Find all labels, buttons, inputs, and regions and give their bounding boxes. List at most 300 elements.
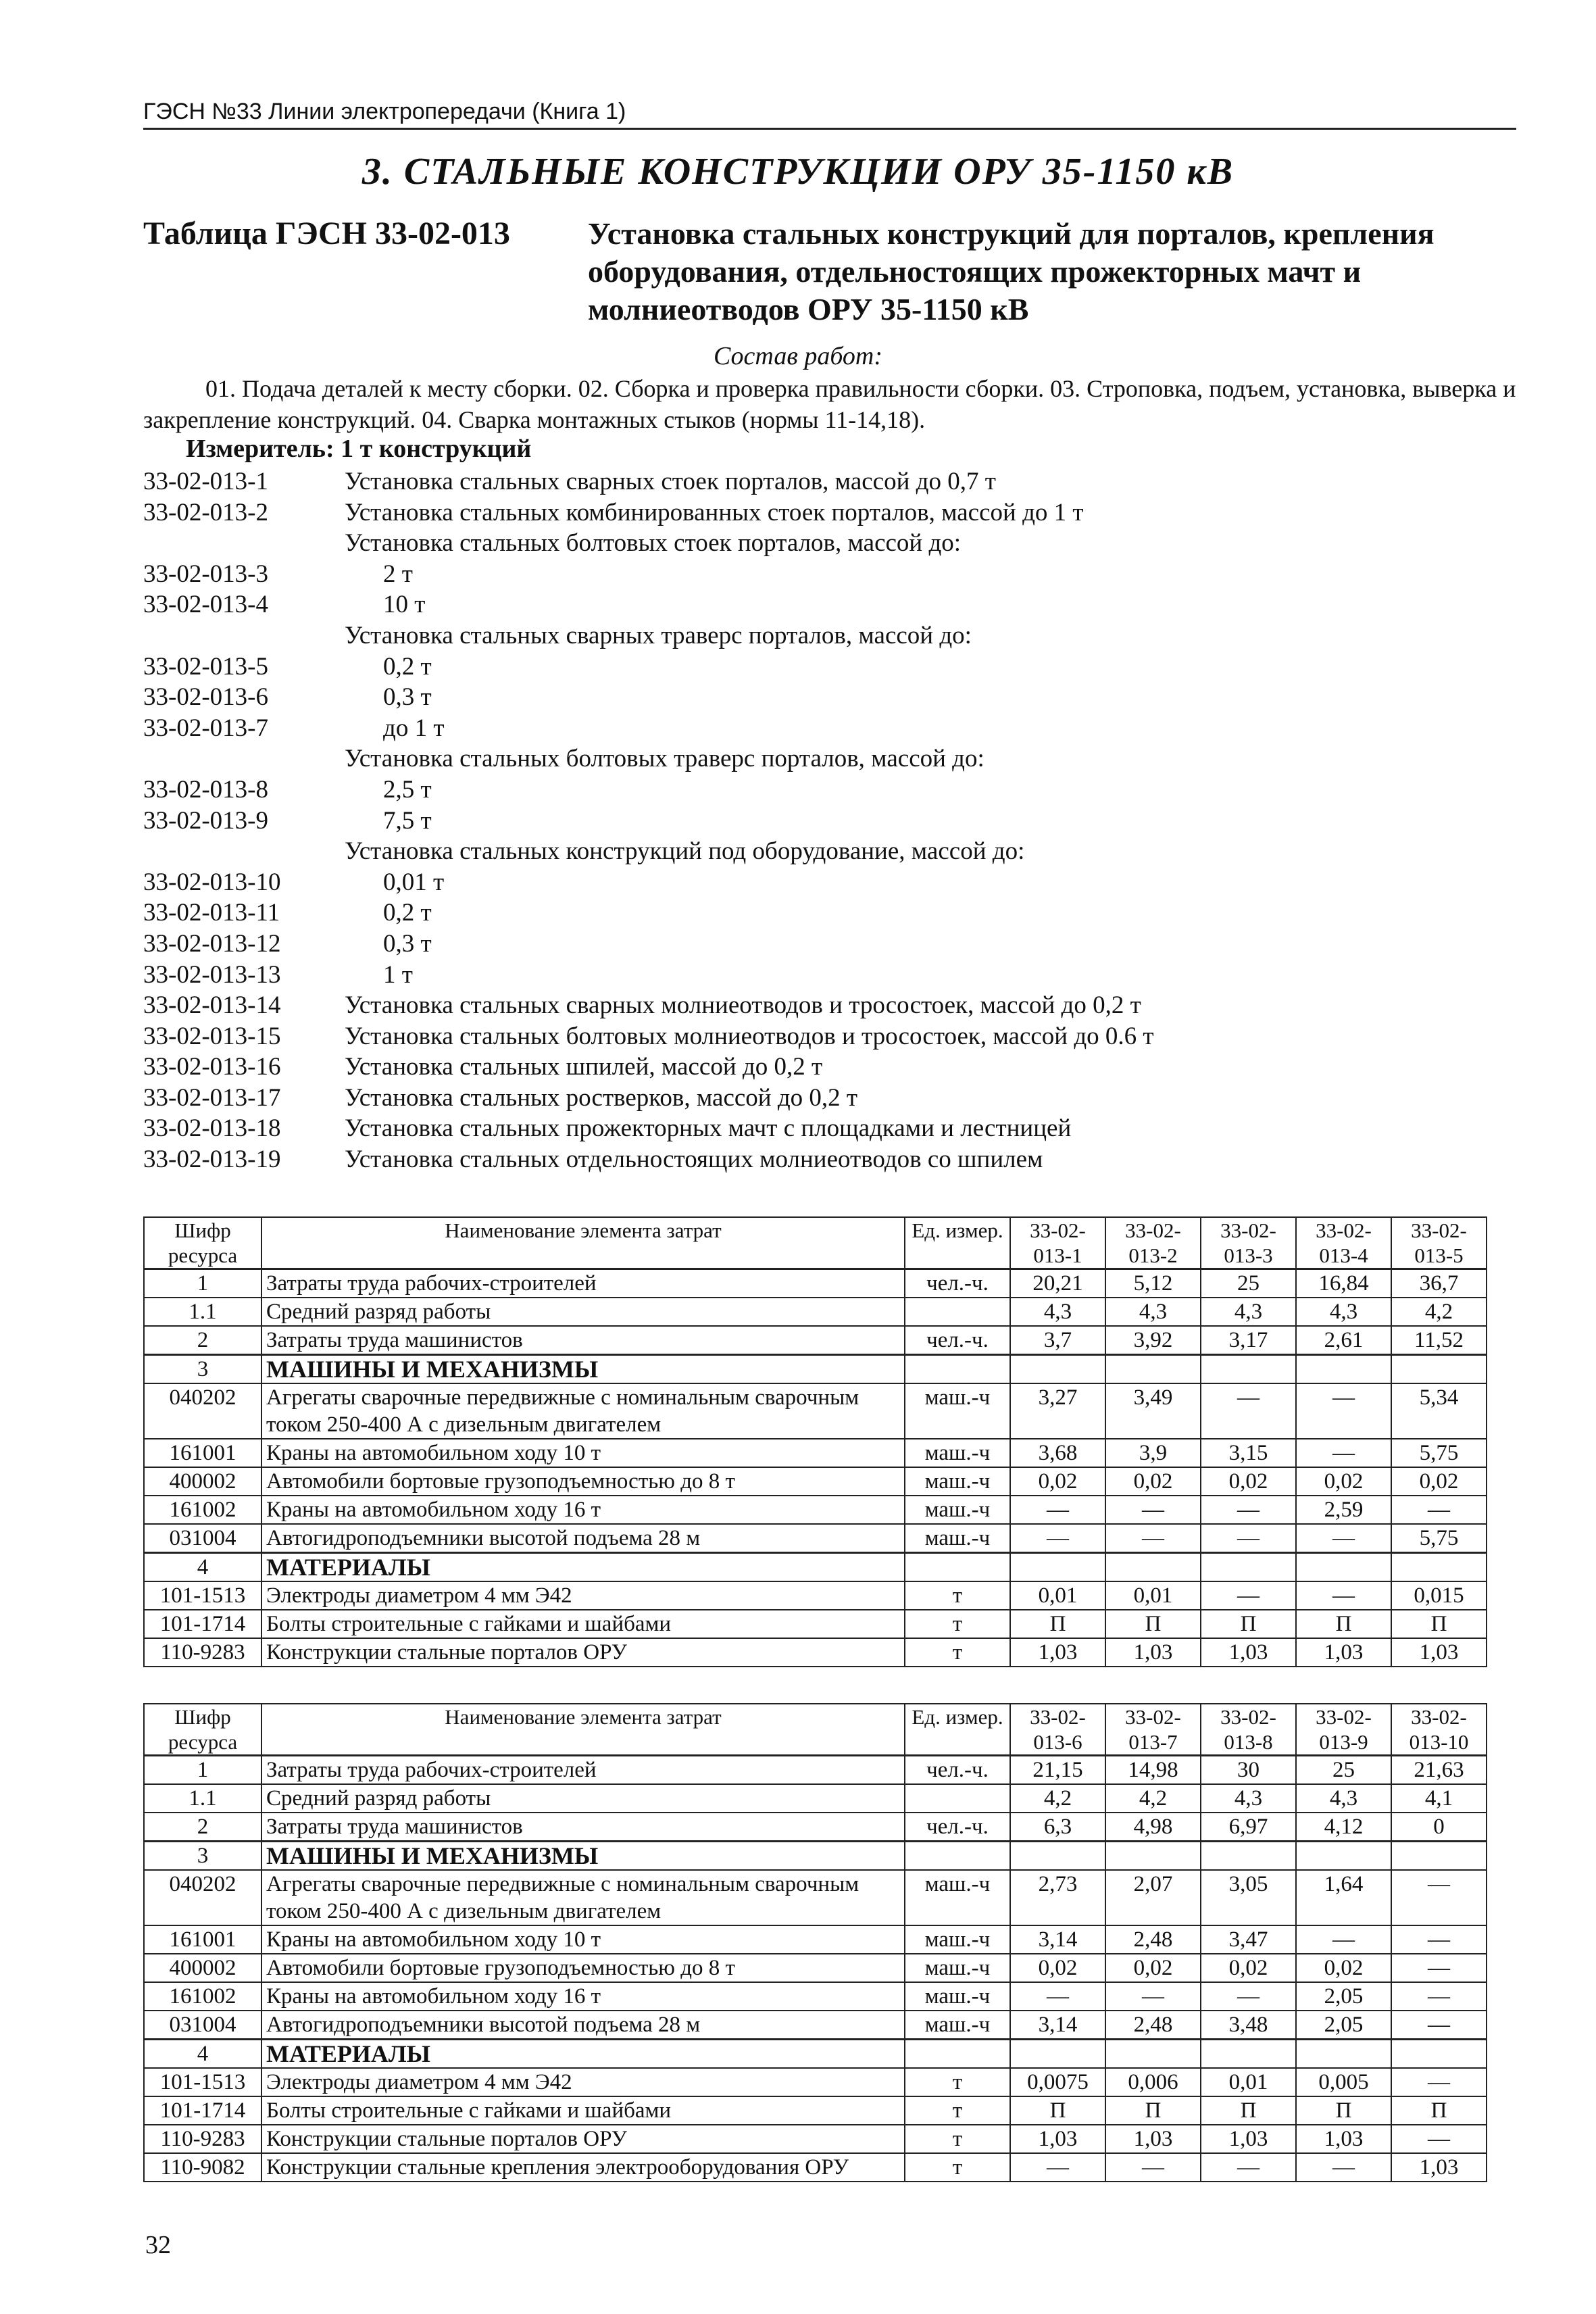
norm-text: 2 т xyxy=(383,560,413,588)
resource-name: Электроды диаметром 4 мм Э42 xyxy=(261,2068,905,2096)
resource-value: — xyxy=(1391,1496,1487,1524)
resource-value: 2,48 xyxy=(1105,2011,1201,2040)
resource-value: 4,3 xyxy=(1201,1298,1296,1326)
resource-unit: т xyxy=(905,2096,1010,2125)
resource-name: Средний разряд работы xyxy=(261,1784,905,1813)
norm-text: Установка стальных сварных молниеотводов и тросостоек, массой до 0,2 т xyxy=(345,991,1141,1020)
norm-code: 33-02-013-7 xyxy=(143,714,268,742)
norm-row xyxy=(143,990,1522,1021)
norm-row xyxy=(143,1021,1522,1052)
resource-code: 161001 xyxy=(144,1439,261,1467)
norm-text: 0,2 т xyxy=(383,899,432,927)
norm-row xyxy=(143,743,1522,774)
resource-value: 3,9 xyxy=(1105,1439,1201,1467)
table-row xyxy=(144,1784,1487,1813)
norm-text: 0,2 т xyxy=(383,652,432,681)
resource-name: Автогидроподъемники высотой подъема 28 м xyxy=(261,1524,905,1553)
resource-name: Конструкции стальные порталов ОРУ xyxy=(261,1638,905,1667)
norm-text: 2,5 т xyxy=(383,775,432,804)
norm-text: Установка стальных шпилей, массой до 0,2 т xyxy=(345,1053,823,1081)
resource-value: 1,03 xyxy=(1105,2125,1201,2153)
col-header-name: Наименование элемента затрат xyxy=(261,1704,905,1756)
resource-code: 161002 xyxy=(144,1496,261,1524)
table-row xyxy=(144,1954,1487,1982)
norm-code: 33-02-013-18 xyxy=(143,1114,281,1143)
norm-code: 33-02-013-10 xyxy=(143,868,281,896)
resource-value xyxy=(1391,1842,1487,1871)
resource-value: 3,14 xyxy=(1010,1925,1105,1954)
resource-value: 4,3 xyxy=(1201,1784,1296,1813)
resource-value xyxy=(1391,1355,1487,1384)
norm-row xyxy=(143,1052,1522,1083)
col-header-code: Шифр ресурса xyxy=(144,1704,261,1756)
resource-value: П xyxy=(1296,1610,1391,1638)
table-row xyxy=(144,1326,1487,1355)
resource-value xyxy=(1296,1355,1391,1384)
resource-value: 0,02 xyxy=(1201,1954,1296,1982)
resource-value: 1,03 xyxy=(1296,1638,1391,1667)
norm-text: 0,3 т xyxy=(383,683,432,712)
resource-value: 0,02 xyxy=(1391,1467,1487,1496)
table-row xyxy=(144,1355,1487,1384)
resource-value: П xyxy=(1296,2096,1391,2125)
resource-value: — xyxy=(1296,1925,1391,1954)
resource-value xyxy=(1010,1355,1105,1384)
resource-value: 4,3 xyxy=(1010,1298,1105,1326)
resource-unit: маш.-ч xyxy=(905,1383,1010,1439)
resource-value: П xyxy=(1010,2096,1105,2125)
resource-value: — xyxy=(1201,1524,1296,1553)
resource-value: 1,03 xyxy=(1010,1638,1105,1667)
resource-value: — xyxy=(1201,1496,1296,1524)
norm-list xyxy=(143,466,1522,1175)
resource-name: Агрегаты сварочные передвижные с номинальным сварочным током 250-400 А с дизельным двигателем xyxy=(261,1383,905,1439)
resource-value: 2,73 xyxy=(1010,1870,1105,1925)
resource-value: — xyxy=(1391,2125,1487,2153)
norm-code: 33-02-013-17 xyxy=(143,1083,281,1112)
composition-text: 01. Подача деталей к месту сборки. 02. Сборка и проверка правильности сборки. 03. Строповка, подъем, установка, выверка и закрепление конструкций. 04. Сварка монтажных стыков (нормы 11-14,18). xyxy=(143,375,1516,433)
col-header-norm: 33-02-013-4 xyxy=(1296,1217,1391,1269)
resource-value xyxy=(1201,1355,1296,1384)
norm-code: 33-02-013-15 xyxy=(143,1022,281,1050)
resource-unit: маш.-ч xyxy=(905,1982,1010,2011)
resource-value: 0,015 xyxy=(1391,1581,1487,1610)
norm-code: 33-02-013-19 xyxy=(143,1146,281,1174)
resource-value: 36,7 xyxy=(1391,1269,1487,1298)
resource-unit: маш.-ч xyxy=(905,1925,1010,1954)
resource-value: 1,03 xyxy=(1010,2125,1105,2153)
norm-row xyxy=(143,1113,1522,1144)
resource-value: 4,2 xyxy=(1010,1784,1105,1813)
resource-code: 040202 xyxy=(144,1870,261,1925)
norm-text: 10 т xyxy=(383,591,426,619)
resource-value xyxy=(1201,2040,1296,2069)
table-row xyxy=(144,1553,1487,1582)
resource-value xyxy=(1105,1355,1201,1384)
col-header-norm: 33-02-013-7 xyxy=(1105,1704,1201,1756)
norm-code: 33-02-013-11 xyxy=(143,899,280,927)
resource-value: П xyxy=(1391,2096,1487,2125)
norm-code: 33-02-013-1 xyxy=(143,468,268,495)
resource-name: Средний разряд работы xyxy=(261,1298,905,1326)
resource-value: — xyxy=(1105,2153,1201,2182)
resource-value: 0,02 xyxy=(1296,1954,1391,1982)
norm-row xyxy=(143,960,1522,991)
table-row xyxy=(144,2011,1487,2040)
norm-row xyxy=(143,929,1522,960)
resource-value: 0,02 xyxy=(1201,1467,1296,1496)
resource-value: 0,006 xyxy=(1105,2068,1201,2096)
resource-value: 2,05 xyxy=(1296,2011,1391,2040)
resource-value: 0,01 xyxy=(1105,1581,1201,1610)
resource-code: 101-1714 xyxy=(144,2096,261,2125)
resource-value: — xyxy=(1391,1954,1487,1982)
resource-name: Краны на автомобильном ходу 10 т xyxy=(261,1925,905,1954)
running-header: ГЭСН №33 Линии электропередачи (Книга 1) xyxy=(143,99,1516,130)
resource-unit xyxy=(905,1553,1010,1582)
norm-text: Установка стальных болтовых молниеотводов и тросостоек, массой до 0.6 т xyxy=(345,1022,1154,1050)
resource-value: — xyxy=(1296,1581,1391,1610)
resource-value: П xyxy=(1105,2096,1201,2125)
col-header-norm: 33-02-013-10 xyxy=(1391,1704,1487,1756)
resource-value: 4,2 xyxy=(1105,1784,1201,1813)
resource-value: 4,1 xyxy=(1391,1784,1487,1813)
table-row xyxy=(144,1842,1487,1871)
norm-code: 33-02-013-9 xyxy=(143,806,268,835)
resource-code: 400002 xyxy=(144,1954,261,1982)
col-header-name: Наименование элемента затрат xyxy=(261,1217,905,1269)
table-row xyxy=(144,1383,1487,1439)
norm-text: Установка стальных сварных стоек порталов, массой до 0,7 т xyxy=(345,468,996,495)
resource-value: — xyxy=(1201,1383,1296,1439)
resource-value: 6,97 xyxy=(1201,1813,1296,1842)
resource-unit: т xyxy=(905,1610,1010,1638)
composition-title: Состав работ: xyxy=(713,342,883,370)
resource-value: 2,48 xyxy=(1105,1925,1201,1954)
resource-unit: чел.-ч. xyxy=(905,1269,1010,1298)
resource-value: 5,34 xyxy=(1391,1383,1487,1439)
norm-row xyxy=(143,497,1522,528)
resource-value: 3,17 xyxy=(1201,1326,1296,1355)
resource-unit xyxy=(905,1298,1010,1326)
table-row xyxy=(144,1524,1487,1553)
norm-text: Установка стальных комбинированных стоек порталов, массой до 1 т xyxy=(345,498,1084,526)
table-row xyxy=(144,1870,1487,1925)
resource-code: 101-1513 xyxy=(144,2068,261,2096)
resource-value: — xyxy=(1010,1982,1105,2011)
resource-value: — xyxy=(1391,1870,1487,1925)
resource-name: Затраты труда рабочих-строителей xyxy=(261,1269,905,1298)
norm-code: 33-02-013-12 xyxy=(143,929,281,958)
resource-value xyxy=(1391,2040,1487,2069)
resource-unit: т xyxy=(905,2125,1010,2153)
resource-value: — xyxy=(1201,2153,1296,2182)
resource-value xyxy=(1296,1842,1391,1871)
norm-row xyxy=(143,806,1522,837)
resource-value: 21,15 xyxy=(1010,1756,1105,1785)
resource-value: 20,21 xyxy=(1010,1269,1105,1298)
norm-code: 33-02-013-2 xyxy=(143,498,268,526)
norm-row xyxy=(143,897,1522,929)
resource-name: МАТЕРИАЛЫ xyxy=(261,2040,905,2069)
resource-name: МАШИНЫ И МЕХАНИЗМЫ xyxy=(261,1842,905,1871)
resource-name: Автомобили бортовые грузоподъемностью до 8 т xyxy=(261,1954,905,1982)
table-row xyxy=(144,1298,1487,1326)
table-row xyxy=(144,1496,1487,1524)
norm-code: 33-02-013-4 xyxy=(143,591,268,619)
norm-text: Установка стальных прожекторных мачт с площадками и лестницей xyxy=(345,1114,1072,1143)
norm-text: 0,3 т xyxy=(383,929,432,958)
resource-code: 101-1513 xyxy=(144,1581,261,1610)
resource-name: МАШИНЫ И МЕХАНИЗМЫ xyxy=(261,1355,905,1384)
resource-unit: чел.-ч. xyxy=(905,1756,1010,1785)
norm-row xyxy=(143,528,1522,559)
resource-value: — xyxy=(1296,2153,1391,2182)
resource-name: Болты строительные с гайками и шайбами xyxy=(261,1610,905,1638)
resource-code: 2 xyxy=(144,1326,261,1355)
resource-value: 1,03 xyxy=(1105,1638,1201,1667)
resource-value: — xyxy=(1201,1982,1296,2011)
resource-value: 3,92 xyxy=(1105,1326,1201,1355)
resource-value: 14,98 xyxy=(1105,1756,1201,1785)
resource-name: Автомобили бортовые грузоподъемностью до 8 т xyxy=(261,1467,905,1496)
norm-code: 33-02-013-13 xyxy=(143,960,281,989)
resource-value: 0,02 xyxy=(1296,1467,1391,1496)
col-header-unit: Ед. измер. xyxy=(905,1217,1010,1269)
resource-name: Болты строительные с гайками и шайбами xyxy=(261,2096,905,2125)
resource-unit: маш.-ч xyxy=(905,1439,1010,1467)
resource-value: 3,47 xyxy=(1201,1925,1296,1954)
norm-code: 33-02-013-3 xyxy=(143,560,268,588)
resource-code: 031004 xyxy=(144,2011,261,2040)
resource-value: — xyxy=(1296,1383,1391,1439)
col-header-norm: 33-02-013-1 xyxy=(1010,1217,1105,1269)
resource-value: 0,02 xyxy=(1010,1954,1105,1982)
resource-value: 4,98 xyxy=(1105,1813,1201,1842)
resource-value: 3,14 xyxy=(1010,2011,1105,2040)
col-header-norm: 33-02-013-2 xyxy=(1105,1217,1201,1269)
resource-value: 25 xyxy=(1201,1269,1296,1298)
resource-value: — xyxy=(1296,1439,1391,1467)
resource-value: — xyxy=(1391,2068,1487,2096)
norm-text: Установка стальных сварных траверс порталов, массой до: xyxy=(345,621,972,649)
resource-code: 1.1 xyxy=(144,1298,261,1326)
resource-code: 2 xyxy=(144,1813,261,1842)
norm-row xyxy=(143,466,1522,497)
resource-value: 11,52 xyxy=(1391,1326,1487,1355)
norm-text: Установка стальных конструкций под оборудование, массой до: xyxy=(345,837,1025,866)
resource-value: 4,3 xyxy=(1105,1298,1201,1326)
norm-code: 33-02-013-5 xyxy=(143,652,268,681)
resource-unit: чел.-ч. xyxy=(905,1813,1010,1842)
norm-text: Установка стальных болтовых траверс порталов, массой до: xyxy=(345,745,984,773)
norm-row xyxy=(143,682,1522,713)
resource-value: 1,03 xyxy=(1391,2153,1487,2182)
resource-value xyxy=(1296,2040,1391,2069)
resource-value: 0 xyxy=(1391,1813,1487,1842)
resource-value: — xyxy=(1010,1524,1105,1553)
norm-text: Установка стальных болтовых стоек порталов, массой до: xyxy=(345,529,962,558)
resource-value: — xyxy=(1010,2153,1105,2182)
resource-value: 21,63 xyxy=(1391,1756,1487,1785)
table-row xyxy=(144,1467,1487,1496)
col-header-unit: Ед. измер. xyxy=(905,1704,1010,1756)
norm-code: 33-02-013-14 xyxy=(143,991,281,1020)
resource-value: 3,15 xyxy=(1201,1439,1296,1467)
resource-value: 0,0075 xyxy=(1010,2068,1105,2096)
resource-name: Автогидроподъемники высотой подъема 28 м xyxy=(261,2011,905,2040)
resource-code: 031004 xyxy=(144,1524,261,1553)
resource-value: — xyxy=(1010,1496,1105,1524)
norm-row xyxy=(143,836,1522,867)
resource-value: — xyxy=(1105,1496,1201,1524)
col-header-norm: 33-02-013-5 xyxy=(1391,1217,1487,1269)
norm-text: Установка стальных отдельностоящих молниеотводов со шпилем xyxy=(345,1146,1043,1174)
table-row xyxy=(144,2040,1487,2069)
resource-value: 5,75 xyxy=(1391,1524,1487,1553)
table-row xyxy=(144,2125,1487,2153)
norm-code: 33-02-013-16 xyxy=(143,1053,281,1081)
resource-value: 0,02 xyxy=(1010,1467,1105,1496)
resource-value: П xyxy=(1201,1610,1296,1638)
resource-value xyxy=(1010,2040,1105,2069)
resource-unit: т xyxy=(905,2068,1010,2096)
resource-value xyxy=(1296,1553,1391,1582)
resource-value: 1,03 xyxy=(1201,2125,1296,2153)
resource-value: — xyxy=(1391,1925,1487,1954)
col-header-norm: 33-02-013-8 xyxy=(1201,1704,1296,1756)
resource-unit: маш.-ч xyxy=(905,1524,1010,1553)
table-row xyxy=(144,2096,1487,2125)
table-row xyxy=(144,1925,1487,1954)
resource-value: 4,12 xyxy=(1296,1813,1391,1842)
resource-value: 3,7 xyxy=(1010,1326,1105,1355)
resource-unit: чел.-ч. xyxy=(905,1326,1010,1355)
resource-value: — xyxy=(1391,2011,1487,2040)
norm-row xyxy=(143,713,1522,744)
resource-unit: т xyxy=(905,2153,1010,2182)
resource-value: П xyxy=(1201,2096,1296,2125)
resource-value: П xyxy=(1105,1610,1201,1638)
resource-code: 1 xyxy=(144,1269,261,1298)
resource-name: Конструкции стальные крепления электрооборудования ОРУ xyxy=(261,2153,905,2182)
resource-code: 400002 xyxy=(144,1467,261,1496)
resource-value: 1,03 xyxy=(1296,2125,1391,2153)
table-row xyxy=(144,1638,1487,1667)
norm-code: 33-02-013-8 xyxy=(143,775,268,804)
resource-value: — xyxy=(1296,1524,1391,1553)
resource-value xyxy=(1201,1842,1296,1871)
resource-unit: маш.-ч xyxy=(905,1467,1010,1496)
resource-code: 1 xyxy=(144,1756,261,1785)
resource-unit: т xyxy=(905,1581,1010,1610)
resource-value: — xyxy=(1201,1581,1296,1610)
resource-name: Агрегаты сварочные передвижные с номинальным сварочным током 250-400 А с дизельным двигателем xyxy=(261,1870,905,1925)
resource-value: 0,01 xyxy=(1201,2068,1296,2096)
resource-value: 3,49 xyxy=(1105,1383,1201,1439)
norm-row xyxy=(143,1083,1522,1114)
col-header-norm: 33-02-013-9 xyxy=(1296,1704,1391,1756)
resource-value: П xyxy=(1391,1610,1487,1638)
resource-table-2 xyxy=(143,1703,1487,2182)
resource-name: Краны на автомобильном ходу 16 т xyxy=(261,1982,905,2011)
resource-value: 1,03 xyxy=(1201,1638,1296,1667)
table-row xyxy=(144,1756,1487,1785)
resource-value: 30 xyxy=(1201,1756,1296,1785)
resource-name: МАТЕРИАЛЫ xyxy=(261,1553,905,1582)
resource-value: 3,05 xyxy=(1201,1870,1296,1925)
resource-value: 25 xyxy=(1296,1756,1391,1785)
resource-table-1 xyxy=(143,1216,1487,1667)
table-row xyxy=(144,1439,1487,1467)
norm-text: Установка стальных ростверков, массой до 0,2 т xyxy=(345,1083,858,1112)
resource-value: 0,01 xyxy=(1010,1581,1105,1610)
resource-name: Краны на автомобильном ходу 10 т xyxy=(261,1439,905,1467)
norm-text: 0,01 т xyxy=(383,868,445,896)
table-row xyxy=(144,1610,1487,1638)
resource-unit: маш.-ч xyxy=(905,2011,1010,2040)
resource-value: 2,07 xyxy=(1105,1870,1201,1925)
resource-value: 4,2 xyxy=(1391,1298,1487,1326)
col-header-norm: 33-02-013-6 xyxy=(1010,1704,1105,1756)
resource-code: 040202 xyxy=(144,1383,261,1439)
resource-unit xyxy=(905,1784,1010,1813)
norm-code: 33-02-013-6 xyxy=(143,683,268,712)
resource-code: 3 xyxy=(144,1355,261,1384)
resource-value: П xyxy=(1010,1610,1105,1638)
table-row xyxy=(144,2153,1487,2182)
norm-row xyxy=(143,559,1522,590)
resource-unit: маш.-ч xyxy=(905,1496,1010,1524)
table-row xyxy=(144,1982,1487,2011)
resource-value: 3,27 xyxy=(1010,1383,1105,1439)
resource-value: 3,68 xyxy=(1010,1439,1105,1467)
resource-name: Затраты труда машинистов xyxy=(261,1813,905,1842)
resource-value: 1,03 xyxy=(1391,1638,1487,1667)
col-header-norm: 33-02-013-3 xyxy=(1201,1217,1296,1269)
resource-value xyxy=(1010,1553,1105,1582)
resource-value: 1,64 xyxy=(1296,1870,1391,1925)
resource-unit xyxy=(905,1842,1010,1871)
resource-value xyxy=(1105,2040,1201,2069)
table-title: Установка стальных конструкций для порталов, крепления оборудования, отдельностоящих прожекторных мачт и молниеотводов ОРУ 35-1150 кВ xyxy=(588,216,1435,326)
table-row xyxy=(144,1269,1487,1298)
resource-unit xyxy=(905,2040,1010,2069)
resource-name: Краны на автомобильном ходу 16 т xyxy=(261,1496,905,1524)
resource-code: 110-9283 xyxy=(144,1638,261,1667)
resource-name: Затраты труда машинистов xyxy=(261,1326,905,1355)
resource-unit: маш.-ч xyxy=(905,1954,1010,1982)
resource-name: Затраты труда рабочих-строителей xyxy=(261,1756,905,1785)
resource-value: 2,61 xyxy=(1296,1326,1391,1355)
resource-value: 0,02 xyxy=(1105,1467,1201,1496)
resource-code: 110-9283 xyxy=(144,2125,261,2153)
table-row xyxy=(144,1581,1487,1610)
resource-value xyxy=(1010,1842,1105,1871)
resource-code: 3 xyxy=(144,1842,261,1871)
resource-value: — xyxy=(1105,1982,1201,2011)
resource-value: 16,84 xyxy=(1296,1269,1391,1298)
norm-row xyxy=(143,589,1522,620)
resource-code: 110-9082 xyxy=(144,2153,261,2182)
norm-row xyxy=(143,651,1522,683)
resource-unit: маш.-ч xyxy=(905,1870,1010,1925)
resource-value: 5,12 xyxy=(1105,1269,1201,1298)
resource-name: Электроды диаметром 4 мм Э42 xyxy=(261,1581,905,1610)
resource-value: 2,05 xyxy=(1296,1982,1391,2011)
norm-text: 7,5 т xyxy=(383,806,432,835)
resource-code: 161001 xyxy=(144,1925,261,1954)
